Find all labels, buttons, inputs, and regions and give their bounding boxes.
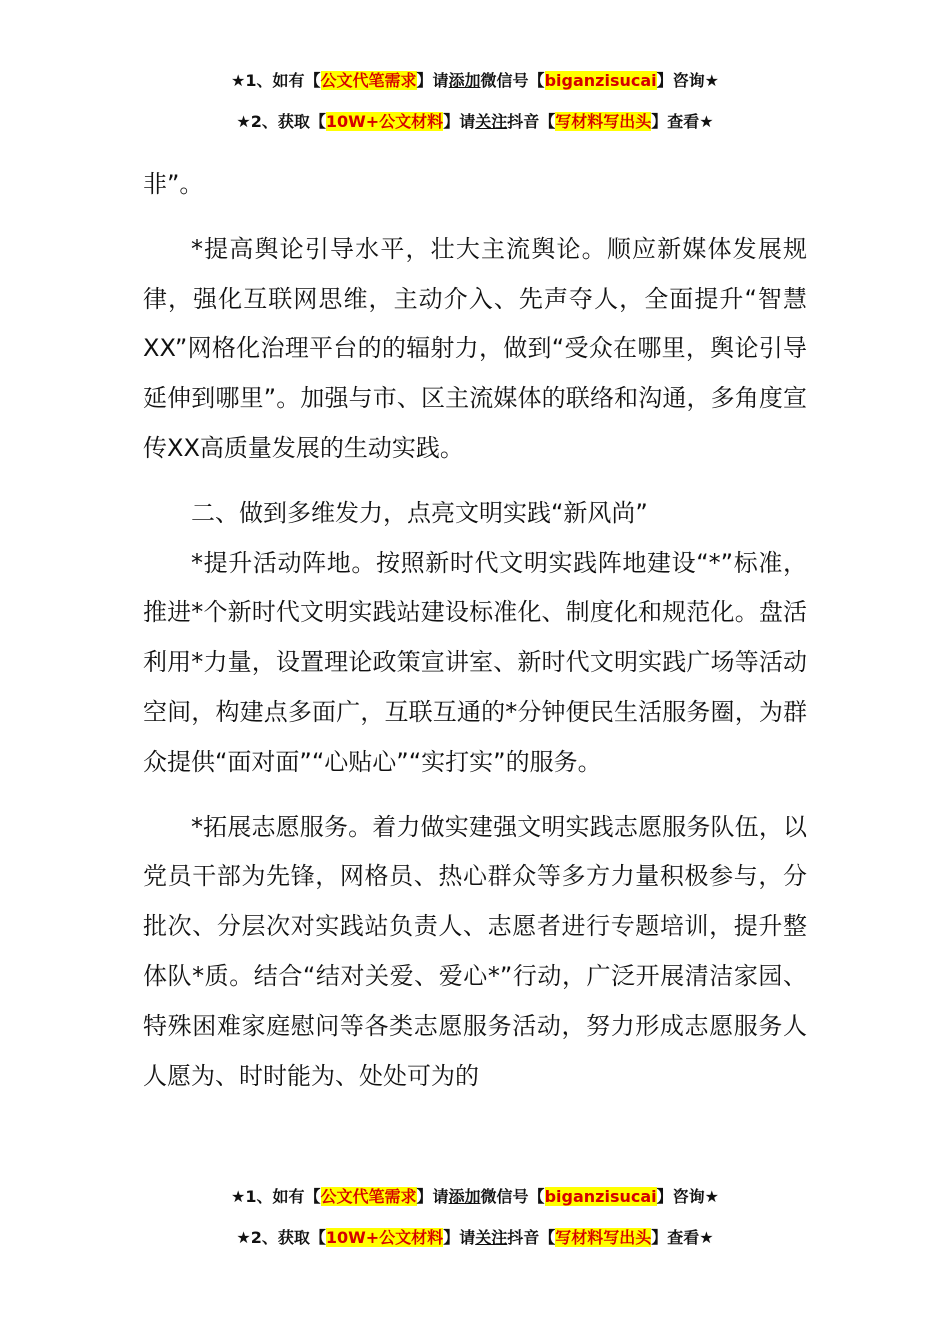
paragraph-public-opinion: *提高舆论引导水平，壮大主流舆论。顺应新媒体发展规律，强化互联网思维，主动介入、先声夺人，全面提升“智慧XX”网格化治理平台的的辐射力，做到“受众在哪里，舆论引导延伸到哪里”。加强与市、区主流媒体的联络和沟通，多角度宣传XX高质量发展的生动实践。: [143, 234, 807, 462]
banner-text: ★2、获取【: [236, 1228, 326, 1247]
banner-text: ★2、获取【: [236, 112, 326, 131]
banner-highlight-wechat-id: biganzisucai: [544, 71, 657, 90]
bottom-banner-line-2: [0, 1228, 950, 1248]
banner-text: 微信号【: [480, 71, 545, 90]
banner-text: 】请: [443, 1228, 476, 1247]
banner-text: 】请: [416, 71, 449, 90]
banner-highlight: 公文代笔需求: [320, 71, 417, 90]
banner-highlight-douyin-id: 写材料写出头: [555, 112, 652, 131]
top-banner-line-2: [0, 112, 950, 132]
banner-underlined: 关注: [475, 112, 508, 131]
banner-text: 】咨询★: [656, 71, 719, 90]
banner-highlight: 10W+公文材料: [325, 1228, 444, 1247]
banner-text: ★1、如有【: [231, 1187, 321, 1206]
document-body: [143, 160, 807, 1116]
paragraph-volunteer-service: *拓展志愿服务。着力做实建强文明实践志愿服务队伍，以党员干部为先锋，网格员、热心群众等多方力量积极参与，分批次、分层次对实践站负责人、志愿者进行专题培训，提升整体队*质。结合“结对关爱、爱心*”行动，广泛开展清洁家园、特殊困难家庭慰问等各类志愿服务活动，努力形成志愿服务人人愿为、时时能为、处处可为的: [143, 812, 807, 1090]
banner-text: 抖音【: [507, 1228, 556, 1247]
banner-underlined: 添加: [448, 1187, 481, 1206]
banner-highlight-douyin-id: 写材料写出头: [555, 1228, 652, 1247]
banner-highlight-wechat-id: biganzisucai: [544, 1187, 657, 1206]
banner-highlight: 公文代笔需求: [320, 1187, 417, 1206]
paragraph-continuation: 非”。: [143, 170, 204, 198]
banner-text: 】咨询★: [656, 1187, 719, 1206]
banner-text: ★1、如有【: [231, 71, 321, 90]
section-heading: 二、做到多维发力，点亮文明实践“新风尚”: [191, 498, 648, 527]
bottom-banner-line-1: [0, 1187, 950, 1207]
banner-text: 】请: [416, 1187, 449, 1206]
banner-underlined: 添加: [448, 71, 481, 90]
banner-text: 】查看★: [651, 112, 714, 131]
paragraph-activity-venues: *提升活动阵地。按照新时代文明实践阵地建设“*”标准，推进*个新时代文明实践站建设标准化、制度化和规范化。盘活利用*力量，设置理论政策宣讲室、新时代文明实践广场等活动空间，构建点多面广，互联互通的*分钟便民生活服务圈，为群众提供“面对面”“心贴心”“实打实”的服务。: [143, 548, 807, 776]
banner-text: 微信号【: [480, 1187, 545, 1206]
banner-underlined: 关注: [475, 1228, 508, 1247]
banner-text: 】查看★: [651, 1228, 714, 1247]
banner-text: 】请: [443, 112, 476, 131]
top-banner-line-1: [0, 71, 950, 91]
banner-text: 抖音【: [507, 112, 556, 131]
banner-highlight: 10W+公文材料: [325, 112, 444, 131]
